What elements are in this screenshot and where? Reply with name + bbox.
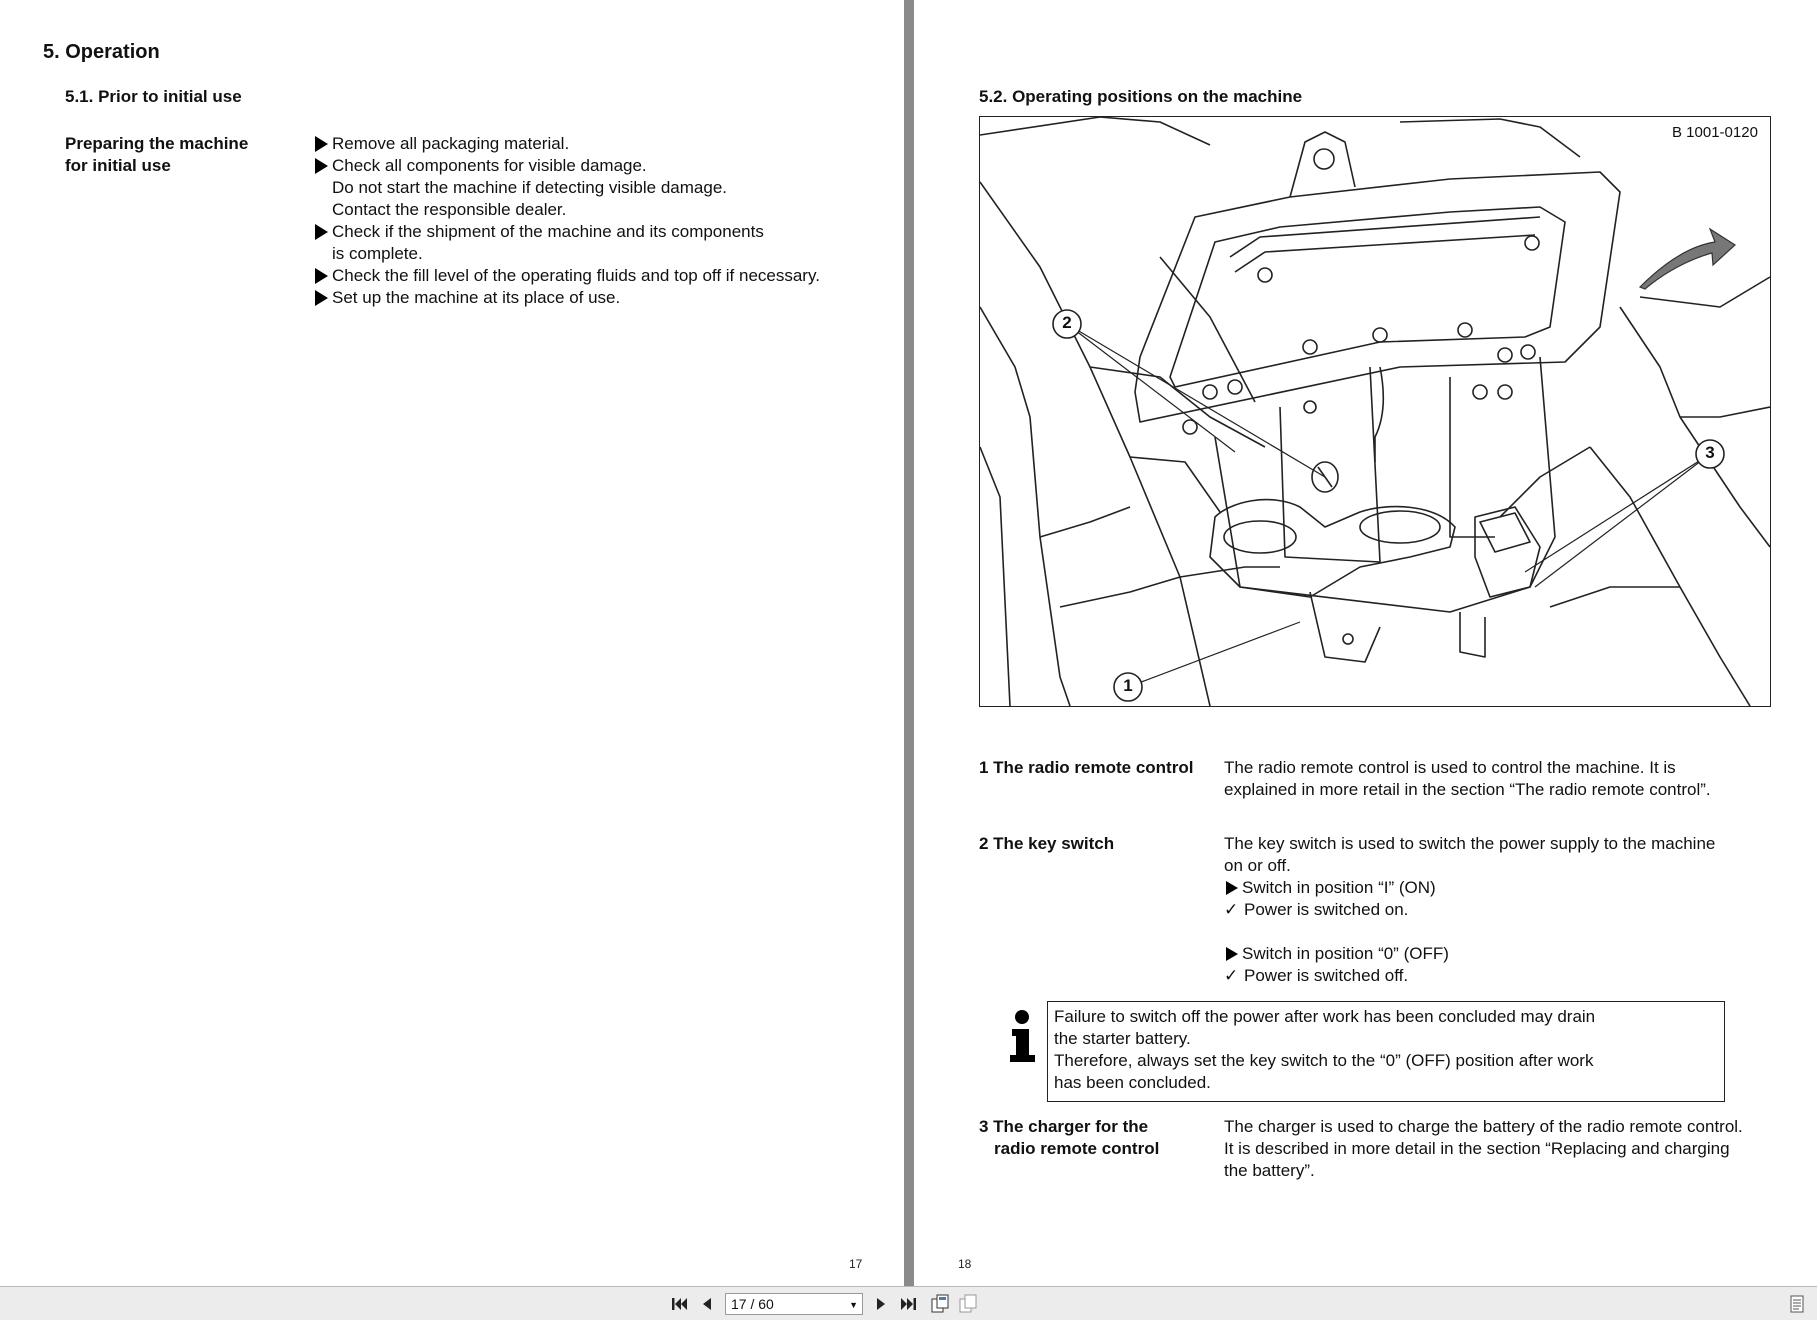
bullet-triangle-icon	[315, 224, 328, 240]
callout-3-label: 3	[1705, 443, 1715, 462]
machine-figure	[979, 116, 1771, 707]
page-number: 17	[849, 1257, 863, 1271]
list-item: Set up the machine at its place of use.	[315, 287, 820, 309]
list-item: ✓ Power is switched on.	[1224, 900, 1409, 919]
document-properties-button[interactable]	[1784, 1287, 1810, 1320]
last-page-button[interactable]	[896, 1287, 920, 1320]
bullet-triangle-icon	[315, 290, 328, 306]
next-page-icon	[874, 1296, 888, 1312]
list-item: ✓ Power is switched off.	[1224, 966, 1409, 985]
notice-box: Failure to switch off the power after work has been concluded may drain the starter battery. Therefore, always set the key switch to the “0” (OFF) position after work has been concluded.	[1047, 1001, 1725, 1102]
bullet-triangle-icon	[315, 158, 328, 174]
section-title: 5.2. Operating positions on the machine	[979, 87, 1303, 106]
machine-line-drawing	[980, 117, 1770, 706]
single-page-view-button[interactable]	[956, 1287, 982, 1320]
item-2-label: 2 The key switch	[979, 834, 1115, 853]
side-heading: Preparing the machine for initial use	[65, 134, 249, 175]
list-item: Check if the shipment of the machine and its components is complete.	[315, 221, 820, 265]
item-3-text: The charger is used to charge the battery of the radio remote control. It is described in more detail in the section “Replacing and charging the battery”.	[1224, 1117, 1743, 1180]
bullet-triangle-icon	[1226, 881, 1238, 895]
list-item: Check the fill level of the operating fluids and top off if necessary.	[315, 265, 820, 287]
section-title: 5.1. Prior to initial use	[65, 87, 242, 106]
page-number-field[interactable]: 17 / 60 ▼	[725, 1293, 863, 1315]
open-lid-arrow-icon	[1640, 229, 1735, 289]
first-page-icon	[671, 1296, 689, 1312]
left-page	[0, 0, 904, 1286]
previous-page-icon	[700, 1296, 714, 1312]
right-page	[914, 0, 1817, 1286]
item-2-text: The key switch is used to switch the power supply to the machine on or off. Switch in position “I” (ON) ✓ Power is switched on. Switch in position “0” (OFF) ✓ Power is switched off.	[1224, 834, 1716, 985]
first-page-button[interactable]	[668, 1287, 692, 1320]
previous-page-button[interactable]	[696, 1287, 718, 1320]
list-item: Switch in position “I” (ON)	[1224, 877, 1715, 899]
item-3-label: 3 The charger for the radio remote control	[979, 1117, 1160, 1158]
viewer-toolbar	[0, 1286, 1817, 1320]
check-mark-icon: ✓	[1224, 900, 1239, 919]
check-mark-icon: ✓	[1224, 966, 1239, 985]
page-number: 18	[958, 1257, 972, 1271]
last-page-icon	[899, 1296, 917, 1312]
list-item: Check all components for visible damage. Do not start the machine if detecting visible damage. Contact the responsible dealer.	[315, 155, 820, 221]
callout-2-label: 2	[1062, 313, 1072, 332]
continuous-view-button[interactable]	[928, 1287, 954, 1320]
bullet-triangle-icon	[1226, 947, 1238, 961]
step-list	[315, 133, 820, 309]
chevron-down-icon[interactable]: ▼	[849, 1300, 858, 1310]
item-1-text: The radio remote control is used to control the machine. It is explained in more retail in the section “The radio remote control”.	[1224, 758, 1711, 799]
item-1-label: 1 The radio remote control	[979, 758, 1194, 777]
list-item: Remove all packaging material.	[315, 133, 820, 155]
bullet-triangle-icon	[315, 136, 328, 152]
continuous-view-icon	[930, 1294, 952, 1314]
document-properties-icon	[1789, 1295, 1805, 1313]
info-icon	[1008, 1009, 1038, 1063]
callout-1-label: 1	[1123, 676, 1133, 695]
figure-code: B 1001-0120	[1672, 124, 1758, 141]
single-page-view-icon	[958, 1294, 980, 1314]
list-item: Switch in position “0” (OFF)	[1224, 943, 1715, 965]
next-page-button[interactable]	[870, 1287, 892, 1320]
chapter-title: 5. Operation	[43, 41, 160, 63]
bullet-triangle-icon	[315, 268, 328, 284]
